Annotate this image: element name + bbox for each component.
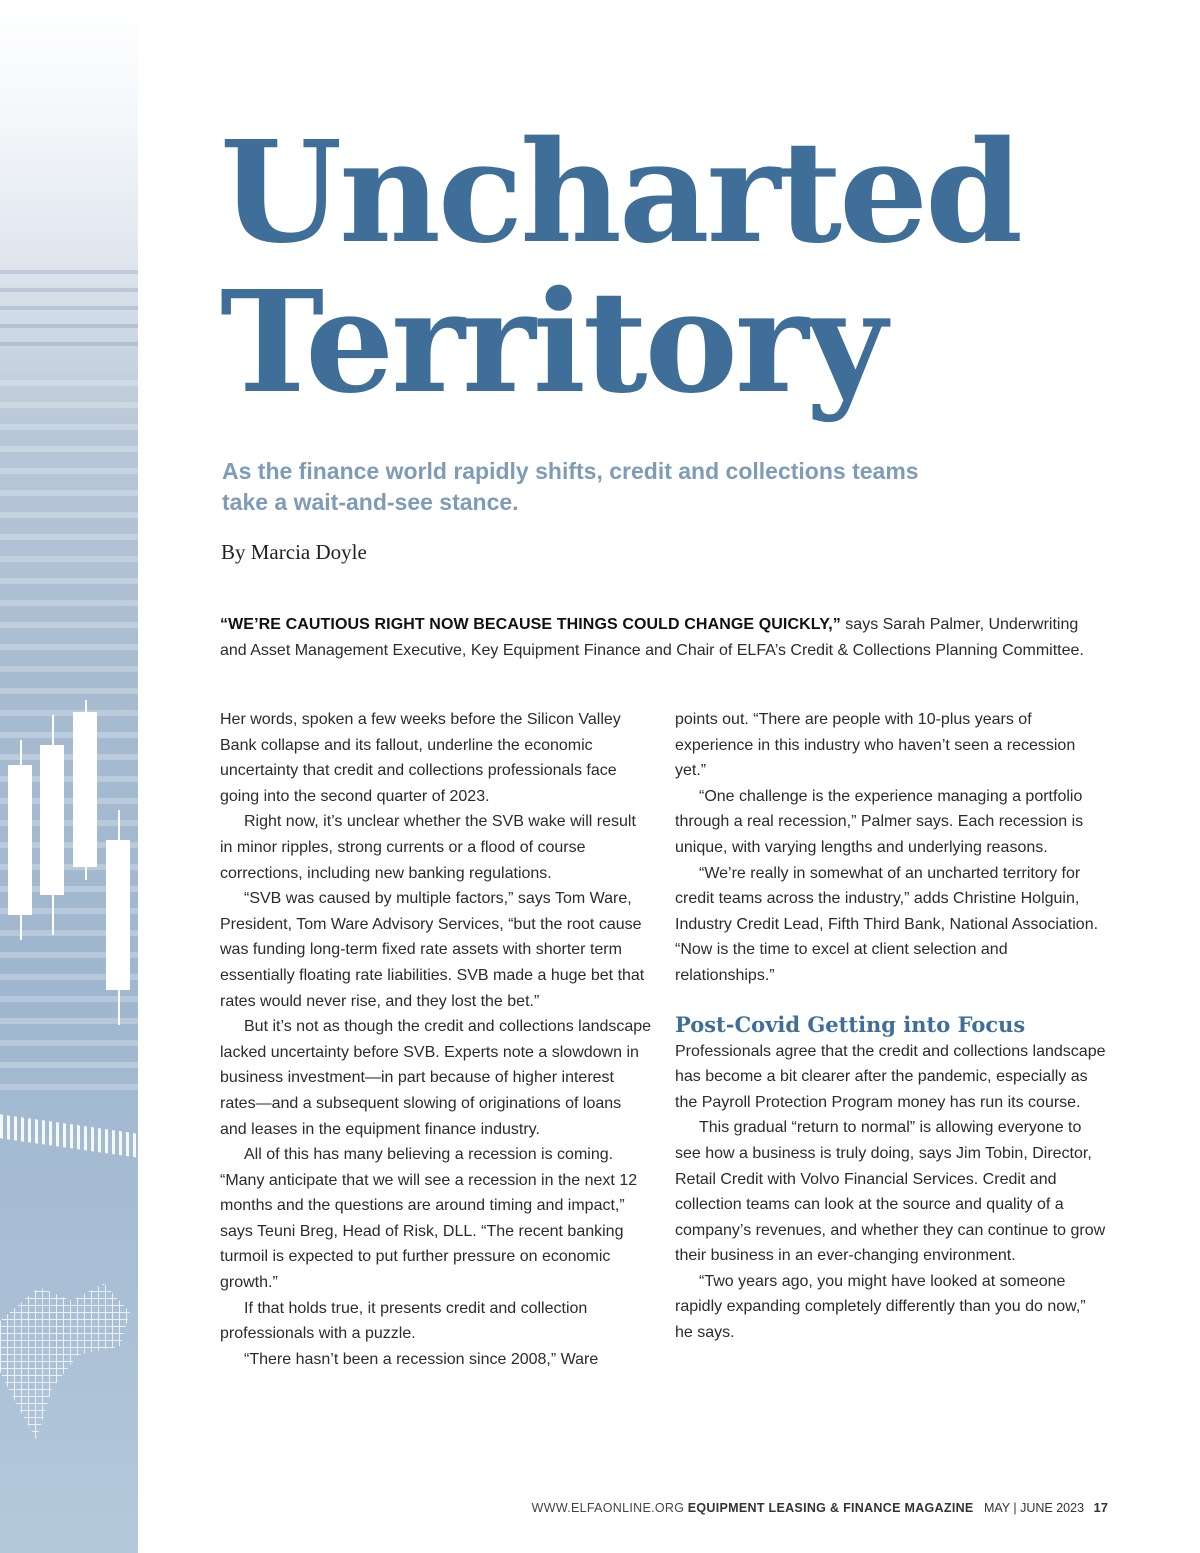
page-number: 17 <box>1093 1500 1108 1515</box>
world-map-grid <box>0 1270 130 1440</box>
section-subhead: Post-Covid Getting into Focus <box>675 1011 1026 1037</box>
byline: By Marcia Doyle <box>221 540 367 564</box>
body-paragraph: Right now, it’s unclear whether the SVB wake will result in minor ripples, strong currents or a flood of course corrections, including new banking regulations. <box>220 813 636 882</box>
body-paragraph: If that holds true, it presents credit and collection professionals with a puzzle. <box>220 1299 588 1343</box>
body-paragraph: This gradual “return to normal” is allowing everyone to see how a business is truly doing, says Jim Tobin, Director, Retail Credit with Volvo Financial Services. Credit and collection teams can look at the source and quality of a company’s revenues, and whether they can continue to grow their business in an ever-changing environment. <box>675 1119 1106 1265</box>
body-paragraph: All of this has many believing a recession is coming. “Many anticipate that we will see a recession in the next 12 months and the questions are around timing and impact,” says Teuni Breg, Head of Risk, DLL. “The recent banking turmoil is expected to put further pressure on economic growth.” <box>220 1146 638 1292</box>
footer-issue: MAY | JUNE 2023 <box>983 1501 1085 1515</box>
body-paragraph: “Two years ago, you might have looked at someone rapidly expanding completely differently than you do now,” he says. <box>675 1272 1086 1342</box>
body-paragraph: Professionals agree that the credit and collections landscape has become a bit clearer after the pandemic, especially as the Payroll Protection Program money has run its course. <box>675 1042 1106 1111</box>
body-paragraph: “We’re really in somewhat of an uncharted territory for credit teams across the industry,” adds Christine Holguin, Industry Credit Lead, Fifth Third Bank, National Association. “Now is the time to excel at client selection and relationships.” <box>675 864 1099 984</box>
body-paragraph: Her words, spoken a few weeks before the Silicon Valley Bank collapse and its fallout, underline the economic uncertainty that credit and collections professionals face going into the second quarter of 2023. <box>220 711 621 805</box>
lead-attribution: says Sarah Palmer, Underwriting and Asset Management Executive, Key Equipment Finance and Chair of ELFA’s Credit & Collections Planning Committee. <box>220 616 1084 659</box>
globe-tick-ring <box>0 1114 138 1157</box>
decorative-financial-image <box>0 0 138 1553</box>
body-paragraph: “SVB was caused by multiple factors,” says Tom Ware, President, Tom Ware Advisory Services, “but the root cause was funding long-term fixed rate assets with shorter term essentially floating rate liabilities. SVB made a huge bet that rates would never rise, and they lost the bet.” <box>220 890 645 1010</box>
headline-line-1: Uncharted <box>220 111 1021 275</box>
page-footer <box>532 1500 1108 1515</box>
candlestick <box>8 765 32 915</box>
ticker-pattern <box>0 270 138 350</box>
footer-url: WWW.ELFAONLINE.ORG <box>531 1501 685 1515</box>
article-headline <box>220 111 1021 425</box>
candlestick <box>106 840 130 990</box>
lead-paragraph <box>220 612 1100 663</box>
left-column <box>220 707 652 1372</box>
candlestick <box>40 745 64 895</box>
body-paragraph: But it’s not as though the credit and collections landscape lacked uncertainty before SVB. Experts note a slowdown in business investment—in part because of higher interest rates—and a subsequent slowing of originations of loans and leases in the equipment finance industry. <box>220 1018 652 1138</box>
article-deck: As the finance world rapidly shifts, credit and collections teams take a wait-and-see stance. <box>222 458 919 515</box>
lead-pull-quote: “WE’RE CAUTIOUS RIGHT NOW BECAUSE THINGS COULD CHANGE QUICKLY,” <box>220 616 841 633</box>
body-paragraph: “There hasn’t been a recession since 2008,” Ware <box>244 1350 599 1368</box>
headline-line-2: Territory <box>220 261 885 425</box>
right-column <box>675 707 1107 1346</box>
candlestick <box>73 712 97 867</box>
footer-magazine: EQUIPMENT LEASING & FINANCE MAGAZINE <box>687 1501 974 1515</box>
body-paragraph: “One challenge is the experience managing a portfolio through a real recession,” Palmer says. Each recession is unique, with varying lengths and underlying reasons. <box>675 787 1084 856</box>
body-paragraph-continued: points out. “There are people with 10-plus years of experience in this industry who haven’t seen a recession yet.” <box>675 711 1076 780</box>
